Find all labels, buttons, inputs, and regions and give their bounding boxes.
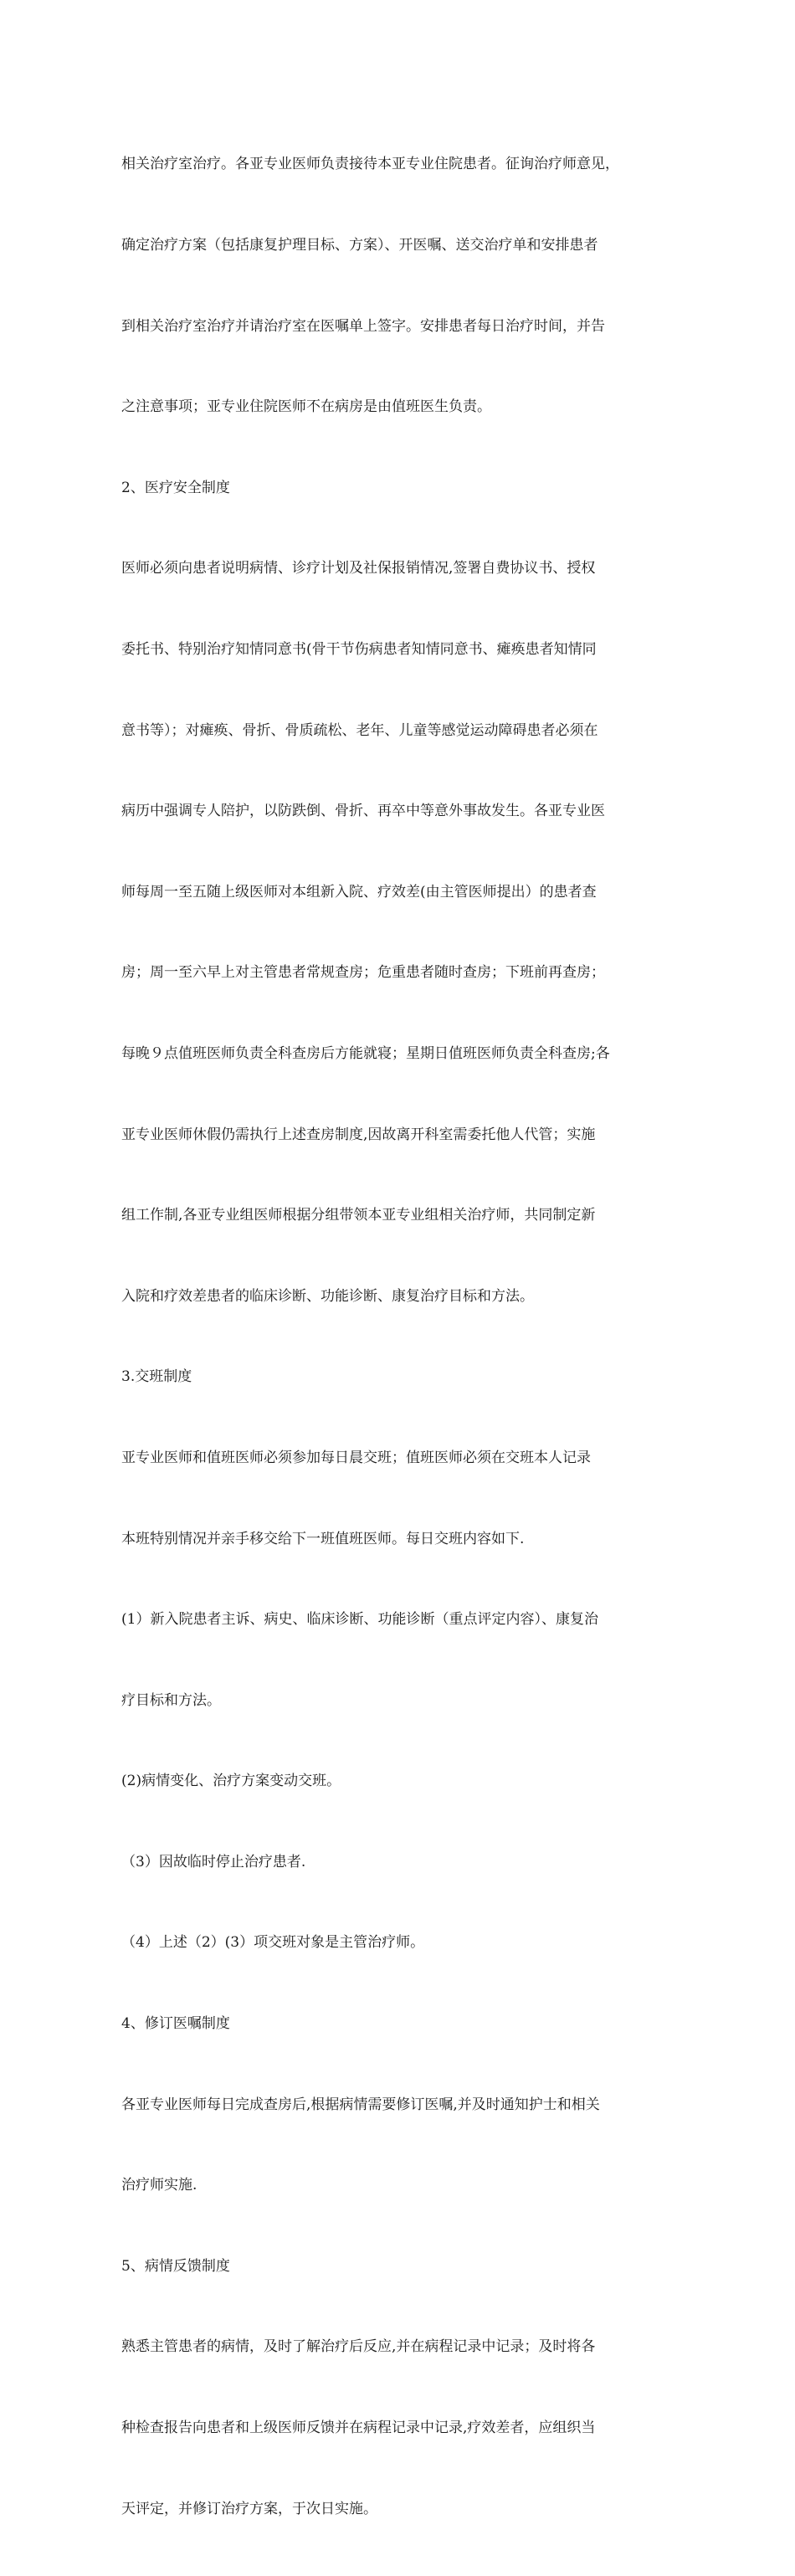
text-line: 天评定，并修订治疗方案，于次日实施。 [121, 2500, 377, 2517]
text-line: 确定治疗方案（包括康复护理目标、方案）、开医嘱、送交治疗单和安排患者 [121, 237, 598, 254]
text-line: 各亚专业医师每日完成查房后,根据病情需要修订医嘱,并及时通知护士和相关 [121, 2096, 600, 2113]
section-heading-medical-safety: 2、医疗安全制度 [121, 479, 230, 496]
text-line: 组工作制,各亚专业组医师根据分组带领本亚专业组相关治疗师，共同制定新 [121, 1207, 596, 1224]
text-line: （4）上述（2）(3）项交班对象是主管治疗师。 [121, 1934, 425, 1952]
handover-paragraph [121, 1391, 678, 2011]
feedback-paragraph [121, 2280, 678, 2576]
text-line: 治疗师实施. [121, 2177, 197, 2194]
text-line: 病历中强调专人陪护，以防跌倒、骨折、再卒中等意外事故发生。各亚专业医 [121, 803, 605, 820]
text-line: 相关治疗室治疗。各亚专业医师负责接待本亚专业住院患者。征询治疗师意见， [121, 156, 619, 173]
text-line: 亚专业医师和值班医师必须参加每日晨交班；值班医师必须在交班本人记录 [121, 1449, 591, 1466]
intro-paragraph [121, 97, 678, 475]
text-line: 入院和疗效差患者的临床诊断、功能诊断、康复治疗目标和方法。 [121, 1287, 534, 1305]
text-line: 每晚９点值班医师负责全科查房后方能就寝；星期日值班医师负责全科查房;各 [121, 1044, 610, 1062]
section-heading-order-revision: 4、修订医嘱制度 [121, 2015, 230, 2033]
text-line: (2)病情变化、治疗方案变动交班。 [121, 1773, 341, 1790]
section-heading-handover: 3.交班制度 [121, 1368, 192, 1386]
text-line: 到相关治疗室治疗并请治疗室在医嘱单上签字。安排患者每日治疗时间，并告 [121, 317, 605, 335]
section-heading-feedback: 5、病情反馈制度 [121, 2257, 230, 2275]
text-line: （3）因故临时停止治疗患者. [121, 1853, 306, 1870]
text-line: 之注意事项；亚专业住院医师不在病房是由值班医生负责。 [121, 398, 491, 416]
document-page [121, 97, 678, 2576]
text-line: 本班特别情况并亲手移交给下一班值班医师。每日交班内容如下. [121, 1530, 525, 1547]
text-line: 医师必须向患者说明病情、诊疗计划及社保报销情况,签署自费协议书、授权 [121, 560, 596, 577]
text-line: 意书等）；对瘫痪、骨折、骨质疏松、老年、儿童等感觉运动障碍患者必须在 [121, 721, 598, 739]
text-line: 委托书、特别治疗知情同意书(骨干节伤病患者知情同意书、瘫痪患者知情同 [121, 640, 597, 658]
text-line: 疗目标和方法。 [121, 1691, 221, 1709]
text-line: 师每周一至五随上级医师对本组新入院、疗效差(由主管医师提出）的患者查 [121, 883, 597, 901]
text-line: (1）新入院患者主诉、病史、临床诊断、功能诊断（重点评定内容）、康复治 [121, 1611, 598, 1629]
medical-safety-paragraph [121, 501, 678, 1363]
text-line: 熟悉主管患者的病情，及时了解治疗后反应,并在病程记录中记录；及时将各 [121, 2338, 596, 2356]
text-line: 种检查报告向患者和上级医师反馈并在病程记录中记录,疗效差者，应组织当 [121, 2419, 596, 2437]
order-revision-paragraph [121, 2037, 678, 2253]
text-line: 亚专业医师休假仍需执行上述查房制度,因故离开科室需委托他人代管；实施 [121, 1126, 596, 1143]
text-line: 房；周一至六早上对主管患者常规查房；危重患者随时查房；下班前再查房； [121, 964, 605, 982]
